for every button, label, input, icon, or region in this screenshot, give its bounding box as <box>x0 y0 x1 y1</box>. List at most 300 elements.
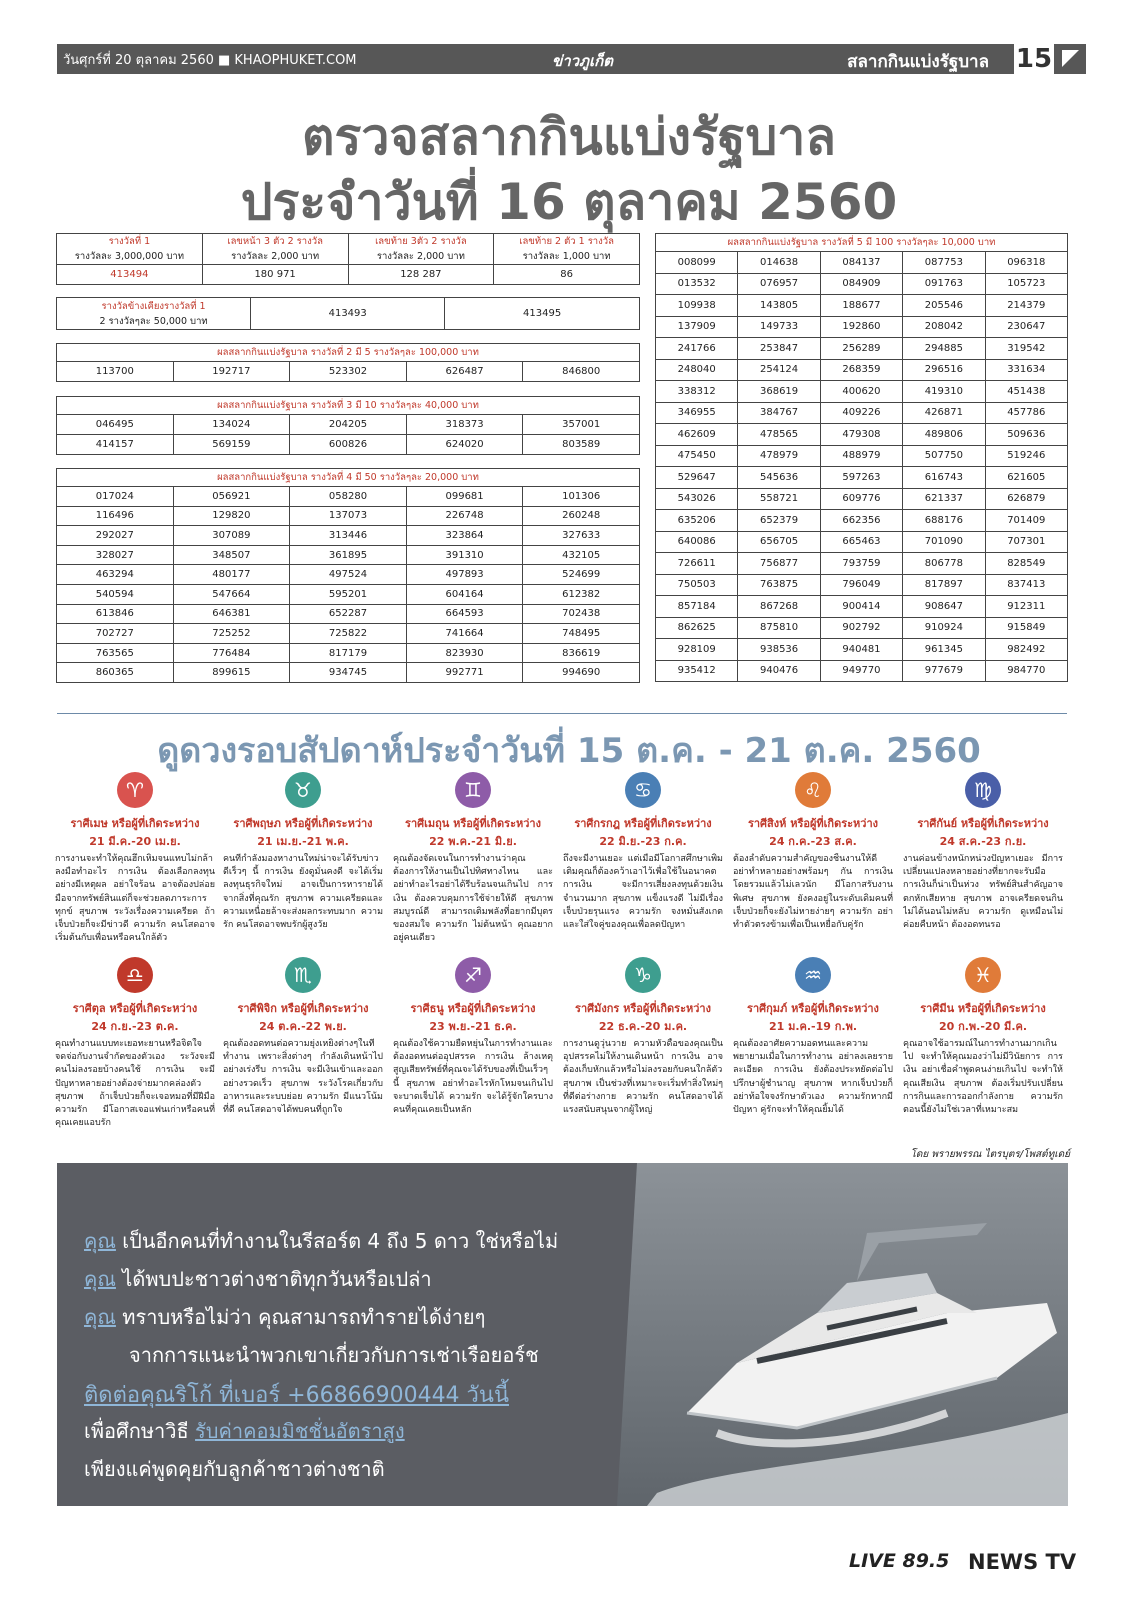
prize-number-cell: 796049 <box>820 574 902 596</box>
zodiac-name: ราศีกันย์ หรือผู้ที่เกิดระหว่าง <box>917 817 1049 830</box>
zodiac-card <box>563 955 723 1131</box>
zodiac-date-range: 24 ส.ค.-23 ก.ย. <box>939 835 1027 848</box>
zodiac-date-range: 22 พ.ค.-21 มิ.ย. <box>429 835 517 848</box>
prize-number-cell: 982492 <box>985 639 1067 661</box>
prize-number-cell: 984770 <box>985 660 1067 682</box>
prize-number-cell: 253847 <box>738 338 820 360</box>
table-row <box>656 424 1068 446</box>
prize-number-cell: 361895 <box>290 545 407 565</box>
headline-line-1: ตรวจสลากกินแบ่งรัฐบาล <box>302 108 836 166</box>
prize-number-cell: 656705 <box>738 531 820 553</box>
prize-number-cell: 949770 <box>820 660 902 682</box>
prize-number-cell: 116496 <box>57 506 174 526</box>
zodiac-forecast-text: คุณต้องจัดเจนในการทำงานว่าคุณต้องการให้งานเป็นไปทิศทางไหน และอย่าทำอะไรอย่าได้รีบร้อนจนเกินไป การเงิน ต้องควบคุมการใช้จ่ายให้ดี สุขภาพ สมบูรณ์ดี สามารถเติมพลังที่อยากมีบุตรของสมใจ ความรัก ไม่ต้นหน้า คุณอยากอยู่คนเดียว <box>393 854 553 944</box>
prize-number-cell: 509636 <box>985 424 1067 446</box>
prize-number-cell: 597263 <box>820 467 902 489</box>
zodiac-name: ราศีกุมภ์ หรือผู้ที่เกิดระหว่าง <box>747 1002 879 1015</box>
table-row <box>57 506 640 526</box>
prize-number-cell: 204205 <box>290 415 407 435</box>
prize-number-cell: 497893 <box>406 565 523 585</box>
prize-number-cell: 935412 <box>656 660 738 682</box>
prize-number-cell: 478979 <box>738 445 820 467</box>
prize-number-cell: 543026 <box>656 488 738 510</box>
prize-number-cell: 400620 <box>820 381 902 403</box>
zodiac-name: ราศีมีน หรือผู้ที่เกิดระหว่าง <box>920 1002 1046 1015</box>
cancer-crab-icon <box>623 770 663 810</box>
prize-number-cell: 640086 <box>656 531 738 553</box>
svg-text:♈: ♈ <box>126 778 144 802</box>
prize-number-cell: 137073 <box>290 506 407 526</box>
second-prize-table <box>56 343 640 382</box>
live-radio-logo: LIVE 89.5 <box>849 1550 950 1572</box>
prize-number-cell: 616743 <box>903 467 985 489</box>
prize-number-cell: 817897 <box>903 574 985 596</box>
near-prize-number-2: 413495 <box>445 298 640 330</box>
zodiac-card <box>733 770 893 946</box>
prize-number-cell: 529647 <box>656 467 738 489</box>
table-row <box>57 526 640 546</box>
prize-number-cell: 013532 <box>656 273 738 295</box>
prize-number-cell: 480177 <box>173 565 290 585</box>
table-row <box>57 415 640 435</box>
ad-line-1: คุณ เป็นอีกคนที่ทำงานในรีสอร์ต 4 ถึง 5 ดาว ใช่หรือไม่ <box>84 1229 559 1253</box>
prize-number-cell: 836619 <box>523 643 640 663</box>
prize-number-cell: 296516 <box>903 359 985 381</box>
prize-number-cell: 327633 <box>523 526 640 546</box>
svg-text:♌: ♌ <box>804 778 822 802</box>
section-title: สลากกินแบ่งรัฐบาล <box>847 52 989 72</box>
prize-number-cell: 478565 <box>738 424 820 446</box>
prize-number-cell: 101306 <box>523 487 640 507</box>
prize-number-cell: 391310 <box>406 545 523 565</box>
second-prize-header: ผลสลากกินแบ่งรัฐบาล รางวัลที่ 2 มี 5 รางวัลๆละ 100,000 บาท <box>57 344 640 362</box>
table-row <box>656 381 1068 403</box>
near-prize-number-1: 413493 <box>251 298 445 330</box>
prize-number-cell: 260248 <box>523 506 640 526</box>
leo-lion-icon <box>793 770 833 810</box>
news-tv-logo: NEWS TV <box>968 1550 1077 1574</box>
prize-number-cell: 940476 <box>738 660 820 682</box>
prize-number-cell: 432105 <box>523 545 640 565</box>
svg-text:♓: ♓ <box>974 963 992 987</box>
horoscope-byline: โดย พรายพรรณ ไตรบุตร/โพสต์ทูเดย์ <box>910 1149 1070 1160</box>
zodiac-forecast-text: การงานดูวุ่นวาย ความหัวดื้อของคุณเป็นอุปสรรคไม่ให้งานเดินหน้า การเงิน อาจต้องเก็บหักแล้วหรือไม่ลงรอยกับคนใกล้ตัว สุขภาพ เป็นช่วงที่เหมาะจะเริ่มทำสิ่งใหม่ๆ ที่ดีต่อร่างกาย ความรัก คนโสดอาจได้แรงสนับสนุนจากผู้ใหญ่ <box>563 1039 723 1116</box>
prize-number-cell: 479308 <box>820 424 902 446</box>
prize-number-cell: 426871 <box>903 402 985 424</box>
prize-number-cell: 540594 <box>57 584 174 604</box>
table-row <box>656 510 1068 532</box>
ad-line-4: จากการแนะนำพวกเขาเกี่ยวกับการเช่าเรือยอร์ช <box>129 1343 539 1367</box>
prize-number-cell: 129820 <box>173 506 290 526</box>
zodiac-forecast-text: คุณอาจใช้อารมณ์ในการทำงานมากเกินไป จะทำให้คุณมองว่าไม่มีวินัยการ การเงิน อย่าเชื่อคำพูดคนง่ายเกินไป จะทำให้คุณเสียเงิน สุขภาพ ต้องเริ่มปรับเปลี่ยนการกินและการออกกำลังกาย ความรัก ตอนนี้ยังไม่ใช่เวลาที่เหมาะสม <box>903 1039 1063 1116</box>
prize-number-cell: 748495 <box>523 624 640 644</box>
prize-number-cell: 192717 <box>173 362 290 382</box>
prize-number-cell: 701409 <box>985 510 1067 532</box>
prize-number-cell: 188677 <box>820 295 902 317</box>
prize-number-cell: 519246 <box>985 445 1067 467</box>
table-row <box>656 316 1068 338</box>
third-prize-table <box>56 396 640 455</box>
fourth-prize-header: ผลสลากกินแบ่งรัฐบาล รางวัลที่ 4 มี 50 รางวัลๆละ 20,000 บาท <box>57 469 640 487</box>
zodiac-date-range: 24 ต.ค.-22 พ.ย. <box>259 1020 347 1033</box>
zodiac-date-range: 21 มี.ค.-20 เม.ย. <box>89 835 181 848</box>
prize-number-cell: 462609 <box>656 424 738 446</box>
prize-number-cell: 977679 <box>903 660 985 682</box>
table-row <box>656 574 1068 596</box>
prize-number-cell: 384767 <box>738 402 820 424</box>
prize-number-cell: 488979 <box>820 445 902 467</box>
prize-number-cell: 368619 <box>738 381 820 403</box>
zodiac-name: ราศีสิงห์ หรือผู้ที่เกิดระหว่าง <box>747 817 879 830</box>
prize-number-cell: 609776 <box>820 488 902 510</box>
zodiac-forecast-text: คุณต้องอาศัยความอดทนและความพยายามเมื่อในการทำงาน อย่าลงเลยรายละเอียด การเงิน ยังต้องประหยัดต่อไป ปรึกษาผู้ชำนาญ สุขภาพ หากเจ็บป่วยก็อย่าท้อใจจงรักษาตัวเอง ความรักหากมีปัญหา คู่รักจะทำให้คุณยิ้มได้ <box>733 1039 893 1116</box>
prize-number-cell: 928109 <box>656 639 738 661</box>
table-row <box>656 488 1068 510</box>
prize-number-cell: 725822 <box>290 624 407 644</box>
table-row <box>656 639 1068 661</box>
table-row <box>656 338 1068 360</box>
last3-number: 128 287 <box>348 265 494 285</box>
zodiac-forecast-text: คนที่กำลังมองหางานใหม่น่าจะได้รับข่าวดีเร็วๆ นี้ การเงิน ยังดูมั่นคงดี จะได้เริ่มลงทุนธุรกิจใหม่ อาจเป็นการหารายได้จากสิ่งที่คุณรัก สุขภาพ ความเครียดและความเหนื่อยล้าจะส่งผลกระทบมาก ความรัก คนโสดอาจพบรักผู้สูงวัย <box>223 854 383 931</box>
zodiac-date-range: 20 ก.พ.-20 มี.ค. <box>938 1020 1028 1033</box>
prize-number-cell: 254124 <box>738 359 820 381</box>
zodiac-date-range: 22 มิ.ย.-23 ก.ค. <box>599 835 687 848</box>
last3-header: เลขท้าย 3ตัว 2 รางวัล รางวัลละ 2,000 บาท <box>348 234 494 265</box>
prize-number-cell: 319542 <box>985 338 1067 360</box>
zodiac-name: ราศีเมถุน หรือผู้ที่เกิดระหว่าง <box>405 817 541 830</box>
prize-number-cell: 702438 <box>523 604 640 624</box>
prize-number-cell: 318373 <box>406 415 523 435</box>
prize-number-cell: 707301 <box>985 531 1067 553</box>
prize-number-cell: 087753 <box>903 252 985 274</box>
table-row <box>57 643 640 663</box>
prize-number-cell: 328027 <box>57 545 174 565</box>
table-row <box>656 553 1068 575</box>
zodiac-name: ราศีเมษ หรือผู้ที่เกิดระหว่าง <box>70 817 200 830</box>
table-row <box>57 624 640 644</box>
prize-number-cell: 992771 <box>406 663 523 683</box>
zodiac-name: ราศีกรกฎ หรือผู้ที่เกิดระหว่าง <box>574 817 712 830</box>
horoscope-title: ดูดวงรอบสัปดาห์ประจำวันที่ 15 ต.ค. - 21 ต.ค. 2560 <box>157 731 981 771</box>
prize-number-cell: 817179 <box>290 643 407 663</box>
prize-number-cell: 058280 <box>290 487 407 507</box>
yacht-charter-advertisement <box>57 1163 1068 1506</box>
zodiac-card <box>223 955 383 1131</box>
third-prize-header: ผลสลากกินแบ่งรัฐบาล รางวัลที่ 3 มี 10 รางวัลๆละ 40,000 บาท <box>57 397 640 415</box>
table-row <box>656 445 1068 467</box>
zodiac-forecast-text: คุณต้องใช้ความยืดหยุ่นในการทำงานและต้องอดทนต่ออุปสรรค การเงิน ล้างเหตุสูญเสียทรัพย์ที่คุณจะได้รับของที่เป็นเร็วๆนี้ สุขภาพ อย่าทำอะไรหักโหมจนเกินไป จะบาดเจ็บได้ ความรัก จะได้รู้จักใครบางคนที่คุณเคยเป็นหลัก <box>393 1039 553 1116</box>
prize-number-cell: 313446 <box>290 526 407 546</box>
newspaper-logo: ข่าวภูเก็ต <box>552 52 613 70</box>
prize-number-cell: 776484 <box>173 643 290 663</box>
table-row <box>57 584 640 604</box>
table-row <box>656 531 1068 553</box>
prize-number-cell: 867268 <box>738 596 820 618</box>
page-number: 15 <box>1015 44 1053 74</box>
table-row <box>57 545 640 565</box>
prize-number-cell: 908647 <box>903 596 985 618</box>
svg-text:♐: ♐ <box>464 963 482 987</box>
prize-number-cell: 414157 <box>57 435 174 455</box>
svg-text:♊: ♊ <box>464 778 482 802</box>
prize-number-cell: 524699 <box>523 565 640 585</box>
last2-header: เลขท้าย 2 ตัว 1 รางวัล รางวัลละ 1,000 บาท <box>494 234 640 265</box>
zodiac-card <box>393 770 553 946</box>
prize-number-cell: 017024 <box>57 487 174 507</box>
prize-number-cell: 702727 <box>57 624 174 644</box>
libra-scales-icon <box>115 955 155 995</box>
zodiac-name: ราศีตุล หรือผู้ที่เกิดระหว่าง <box>72 1002 198 1015</box>
prize-number-cell: 230647 <box>985 316 1067 338</box>
headline-line-2: ประจำวันที่ 16 ตุลาคม 2560 <box>240 173 898 231</box>
table-row <box>656 295 1068 317</box>
prize-number-cell: 902792 <box>820 617 902 639</box>
prize-number-cell: 323864 <box>406 526 523 546</box>
prize-number-cell: 113700 <box>57 362 174 382</box>
prize-number-cell: 545636 <box>738 467 820 489</box>
prize-number-cell: 348507 <box>173 545 290 565</box>
near-prize-table <box>56 297 640 330</box>
zodiac-date-range: 22 ธ.ค.-20 ม.ค. <box>598 1020 688 1033</box>
zodiac-name: ราศีมังกร หรือผู้ที่เกิดระหว่าง <box>575 1002 711 1015</box>
last2-number: 86 <box>494 265 640 285</box>
prize-number-cell: 457786 <box>985 402 1067 424</box>
table-row <box>656 660 1068 682</box>
prize-number-cell: 497524 <box>290 565 407 585</box>
prize-number-cell: 604164 <box>406 584 523 604</box>
ad-line-2: คุณ ได้พบปะชาวต่างชาติทุกวันหรือเปล่า <box>84 1267 432 1291</box>
prize-number-cell: 652379 <box>738 510 820 532</box>
prize-number-cell: 096318 <box>985 252 1067 274</box>
prize-number-cell: 940481 <box>820 639 902 661</box>
aries-ram-icon <box>115 770 155 810</box>
zodiac-date-range: 21 เม.ย.-21 พ.ค. <box>257 835 349 848</box>
prize-number-cell: 076957 <box>738 273 820 295</box>
top-prizes-table <box>56 233 640 285</box>
prize-number-cell: 875810 <box>738 617 820 639</box>
prize-number-cell: 612382 <box>523 584 640 604</box>
prize-number-cell: 837413 <box>985 574 1067 596</box>
prize-number-cell: 357001 <box>523 415 640 435</box>
prize-number-cell: 248040 <box>656 359 738 381</box>
virgo-icon <box>963 770 1003 810</box>
prize-number-cell: 635206 <box>656 510 738 532</box>
corner-arrow-icon <box>1054 44 1086 74</box>
prize-number-cell: 331634 <box>985 359 1067 381</box>
zodiac-card <box>903 770 1063 946</box>
front3-number: 180 971 <box>202 265 348 285</box>
prize-number-cell: 192860 <box>820 316 902 338</box>
prize-number-cell: 292027 <box>57 526 174 546</box>
prize-number-cell: 475450 <box>656 445 738 467</box>
prize-number-cell: 726611 <box>656 553 738 575</box>
prize-number-cell: 523302 <box>290 362 407 382</box>
prize-number-cell: 214379 <box>985 295 1067 317</box>
prize-number-cell: 307089 <box>173 526 290 546</box>
zodiac-forecast-text: งานค่อนข้างหนักหน่วงปัญหาเยอะ มีการเปลี่ยนแปลงหลายอย่างที่ยากจะรับมือ การเงินก็น่าเป็นห่วง ทรัพย์สินสำคัญอาจตกหักเสียหาย สุขภาพ อาจเครียดจนกินไม่ได้นอนไม่หลับ ความรัก ดูเหมือนไม่ค่อยคืบหน้า ต้องอดทนรอ <box>903 854 1063 931</box>
prize-number-cell: 938536 <box>738 639 820 661</box>
ad-line-3: คุณ ทราบหรือไม่ว่า คุณสามารถทำรายได้ง่ายๆ <box>84 1305 486 1329</box>
first-prize-number: 413494 <box>57 265 203 285</box>
page-header-bar <box>57 44 1067 74</box>
prize-number-cell: 621337 <box>903 488 985 510</box>
zodiac-name: ราศีพิจิก หรือผู้ที่เกิดระหว่าง <box>237 1002 369 1015</box>
prize-number-cell: 803589 <box>523 435 640 455</box>
prize-number-cell: 624020 <box>406 435 523 455</box>
prize-number-cell: 507750 <box>903 445 985 467</box>
svg-text:♒: ♒ <box>804 963 822 987</box>
capricorn-icon <box>623 955 663 995</box>
prize-number-cell: 105723 <box>985 273 1067 295</box>
svg-text:♑: ♑ <box>634 963 652 987</box>
prize-number-cell: 910924 <box>903 617 985 639</box>
prize-number-cell: 741664 <box>406 624 523 644</box>
prize-number-cell: 256289 <box>820 338 902 360</box>
prize-number-cell: 857184 <box>656 596 738 618</box>
prize-number-cell: 600826 <box>290 435 407 455</box>
prize-number-cell: 294885 <box>903 338 985 360</box>
zodiac-card <box>903 955 1063 1131</box>
issue-date: วันศุกร์ที่ 20 ตุลาคม 2560 ■ KHAOPHUKET.COM <box>63 52 357 68</box>
prize-number-cell: 626487 <box>406 362 523 382</box>
zodiac-card <box>393 955 553 1131</box>
zodiac-name: ราศีพฤษภ หรือผู้ที่เกิดระหว่าง <box>233 817 373 830</box>
zodiac-forecast-text: ต้องลำดับความสำคัญของชิ้นงานให้ดี อย่าทำหลายอย่างพร้อมๆ กัน การเงิน โดยรวมแล้วไม่เลวนัก มีโอกาสรับงานพิเศษ สุขภาพ ยังคงอยู่ในระดับเดิมคนที่เจ็บป่วยก็จะยังไม่หายง่ายๆ ความรัก อย่าทำตัวตรงข้ามเพื่อเป็นเหยื่อกับคู่รัก <box>733 854 893 931</box>
prize-number-cell: 014638 <box>738 252 820 274</box>
prize-number-cell: 828549 <box>985 553 1067 575</box>
table-row <box>656 402 1068 424</box>
prize-number-cell: 143805 <box>738 295 820 317</box>
table-row <box>57 663 640 683</box>
prize-number-cell: 149733 <box>738 316 820 338</box>
svg-text:♎: ♎ <box>126 963 144 987</box>
prize-number-cell: 409226 <box>820 402 902 424</box>
sagittarius-icon <box>453 955 493 995</box>
prize-number-cell: 846800 <box>523 362 640 382</box>
prize-number-cell: 489806 <box>903 424 985 446</box>
ad-contact-line[interactable]: ติดต่อคุณริโก้ ที่เบอร์ +66866900444 วันนี้ <box>84 1383 509 1408</box>
aquarius-icon <box>793 955 833 995</box>
prize-number-cell: 763565 <box>57 643 174 663</box>
prize-number-cell: 046495 <box>57 415 174 435</box>
section-divider <box>57 713 1067 714</box>
table-row <box>57 604 640 624</box>
svg-text:♉: ♉ <box>294 778 312 802</box>
prize-number-cell: 268359 <box>820 359 902 381</box>
prize-number-cell: 806778 <box>903 553 985 575</box>
zodiac-card <box>55 955 215 1131</box>
prize-number-cell: 463294 <box>57 565 174 585</box>
table-row <box>57 487 640 507</box>
prize-number-cell: 900414 <box>820 596 902 618</box>
gemini-twins-icon <box>453 770 493 810</box>
zodiac-card <box>563 770 723 946</box>
fifth-prize-header: ผลสลากกินแบ่งรัฐบาล รางวัลที่ 5 มี 100 รางวัลๆละ 10,000 บาท <box>656 234 1068 252</box>
prize-number-cell: 701090 <box>903 531 985 553</box>
prize-number-cell: 662356 <box>820 510 902 532</box>
zodiac-forecast-text: ถึงจะมีงานเยอะ แต่เมื่อมีโอกาสศึกษาเพิ่มเติมคุณก็ต้องคว้าเอาไว้เพื่อใช้ในอนาคต การเงิน จะมีการเสี่ยงลงทุนด้วยเงินจำนวนมาก สุขภาพ แข็งแรงดี ไม่มีเรื่องเจ็บป่วยรุนแรง ความรัก จงหมั่นสังเกตและใส่ใจคู่ของคุณเพื่อลดปัญหา <box>563 854 723 931</box>
prize-number-cell: 994690 <box>523 663 640 683</box>
taurus-bull-icon <box>283 770 323 810</box>
zodiac-date-range: 23 พ.ย.-21 ธ.ค. <box>429 1020 517 1033</box>
zodiac-date-range: 24 ก.ค.-23 ส.ค. <box>769 835 857 848</box>
prize-number-cell: 860365 <box>57 663 174 683</box>
prize-number-cell: 109938 <box>656 295 738 317</box>
front3-header: เลขหน้า 3 ตัว 2 รางวัล รางวัลละ 2,000 บาท <box>202 234 348 265</box>
prize-number-cell: 626879 <box>985 488 1067 510</box>
table-row <box>57 565 640 585</box>
prize-number-cell: 451438 <box>985 381 1067 403</box>
prize-number-cell: 595201 <box>290 584 407 604</box>
prize-number-cell: 558721 <box>738 488 820 510</box>
zodiac-card <box>223 770 383 946</box>
table-row <box>656 596 1068 618</box>
table-row <box>57 362 640 382</box>
zodiac-card <box>55 770 215 946</box>
near-prize-header: รางวัลข้างเคียงรางวัลที่ 1 2 รางวัลๆละ 50,000 บาท <box>57 298 251 330</box>
prize-number-cell: 688176 <box>903 510 985 532</box>
prize-number-cell: 725252 <box>173 624 290 644</box>
table-row <box>656 359 1068 381</box>
table-row <box>656 252 1068 274</box>
yacht-image <box>617 1163 1068 1506</box>
prize-number-cell: 547664 <box>173 584 290 604</box>
table-row <box>656 617 1068 639</box>
svg-text:♏: ♏ <box>294 963 312 987</box>
prize-number-cell: 750503 <box>656 574 738 596</box>
prize-number-cell: 208042 <box>903 316 985 338</box>
table-row <box>656 273 1068 295</box>
prize-number-cell: 763875 <box>738 574 820 596</box>
prize-number-cell: 084909 <box>820 273 902 295</box>
zodiac-date-range: 21 ม.ค.-19 ก.พ. <box>768 1020 858 1033</box>
prize-number-cell: 862625 <box>656 617 738 639</box>
prize-number-cell: 226748 <box>406 506 523 526</box>
prize-number-cell: 008099 <box>656 252 738 274</box>
prize-number-cell: 205546 <box>903 295 985 317</box>
prize-number-cell: 056921 <box>173 487 290 507</box>
prize-number-cell: 621605 <box>985 467 1067 489</box>
prize-number-cell: 912311 <box>985 596 1067 618</box>
fourth-prize-table <box>56 468 640 683</box>
prize-number-cell: 756877 <box>738 553 820 575</box>
prize-number-cell: 915849 <box>985 617 1067 639</box>
ad-line-6: เพื่อศึกษาวิธี รับค่าคอมมิชชั่นอัตราสูง <box>84 1419 405 1443</box>
ad-line-7: เพียงแค่พูดคุยกับลูกค้าชาวต่างชาติ <box>84 1457 385 1481</box>
prize-number-cell: 091763 <box>903 273 985 295</box>
scorpio-icon <box>283 955 323 995</box>
prize-number-cell: 961345 <box>903 639 985 661</box>
prize-number-cell: 646381 <box>173 604 290 624</box>
prize-number-cell: 899615 <box>173 663 290 683</box>
prize-number-cell: 934745 <box>290 663 407 683</box>
svg-text:♍: ♍ <box>974 778 992 802</box>
zodiac-forecast-text: การงานจะทำให้คุณฮึกเหิมจนแทบไม่กล้าลงมือทำอะไร การเงิน ต้องเลือกลงทุนอย่างมีเหตุผล อย่าใจร้อน อาจต้องปล่อยมือจากทรัพย์สินแต่ก็จะช่วยลดภาระการทุกข์ สุขภาพ ระวังเรื่องความเครียด ถ้าเจ็บป่วยก็จะมีข่าวดี ความรัก คนโสดอาจเริ่มต้นกับเพื่อนหรือคนใกล้ตัว <box>55 854 215 944</box>
prize-number-cell: 569159 <box>173 435 290 455</box>
fifth-prize-table <box>655 233 1068 682</box>
zodiac-date-range: 24 ก.ย.-23 ต.ค. <box>91 1020 179 1033</box>
table-row <box>57 435 640 455</box>
svg-text:♋: ♋ <box>634 778 652 802</box>
zodiac-name: ราศีธนู หรือผู้ที่เกิดระหว่าง <box>410 1002 536 1015</box>
prize-number-cell: 664593 <box>406 604 523 624</box>
prize-number-cell: 137909 <box>656 316 738 338</box>
first-prize-header: รางวัลที่ 1 รางวัลละ 3,000,000 บาท <box>57 234 203 265</box>
table-row <box>656 467 1068 489</box>
prize-number-cell: 134024 <box>173 415 290 435</box>
prize-number-cell: 099681 <box>406 487 523 507</box>
prize-number-cell: 241766 <box>656 338 738 360</box>
